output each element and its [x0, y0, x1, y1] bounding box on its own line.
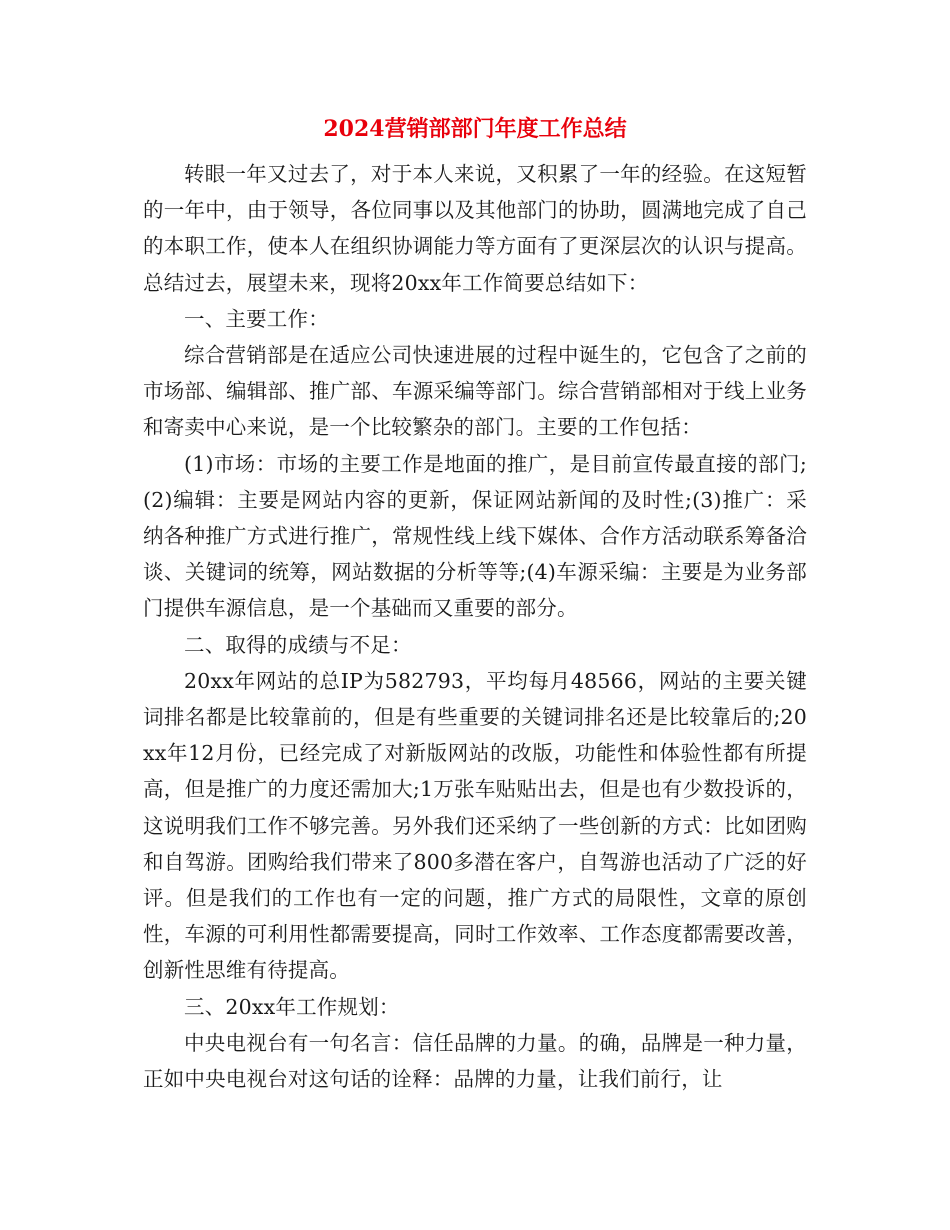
- paragraph-intro: 转眼一年又过去了，对于本人来说，又积累了一年的经验。在这短暂的一年中，由于领导，各位同事以及其他部门的协助，圆满地完成了自己的本职工作，使本人在组织协调能力等方面有了更深层次的认识与提高。总结过去，展望未来，现将20xx年工作简要总结如下：: [143, 162, 807, 295]
- document-title: 2024营销部部门年度工作总结: [323, 116, 627, 142]
- heading-plan: 三、20xx年工作规划：: [184, 994, 400, 1019]
- document-body: [143, 156, 807, 1097]
- paragraph-plan: 中央电视台有一句名言：信任品牌的力量。的确，品牌是一种力量，正如中央电视台对这句话的诠释：品牌的力量，让我们前行，让: [143, 1030, 807, 1092]
- paragraph-duties: (1)市场：市场的主要工作是地面的推广，是目前宣传最直接的部门;(2)编辑：主要是网站内容的更新，保证网站新闻的及时性;(3)推广：采纳各种推广方式进行推广，常规性线上线下媒体、合作方活动联系筹备洽谈、关键词的统筹，网站数据的分析等等;(4)车源采编：主要是为业务部门提供车源信息，是一个基础而又重要的部分。: [143, 451, 807, 621]
- paragraph-achievements: 20xx年网站的总IP为582793，平均每月48566，网站的主要关键词排名都是比较靠前的，但是有些重要的关键词排名还是比较靠后的;20xx年12月份，已经完成了对新版网站的改版，功能性和体验性都有所提高，但是推广的力度还需加大;1万张车贴贴出去，但是也有少数投诉的，这说明我们工作不够完善。另外我们还采纳了一些创新的方式：比如团购和自驾游。团购给我们带来了800多潜在客户，自驾游也活动了广泛的好评。但是我们的工作也有一定的问题，推广方式的局限性，文章的原创性，车源的可利用性都需要提高，同时工作效率、工作态度都需要改善，创新性思维有待提高。: [143, 668, 807, 983]
- paragraph-department: 综合营销部是在适应公司快速进展的过程中诞生的，它包含了之前的市场部、编辑部、推广部、车源采编等部门。综合营销部相对于线上业务和寄卖中心来说，是一个比较繁杂的部门。主要的工作包括：: [143, 343, 807, 440]
- heading-achievements: 二、取得的成绩与不足：: [184, 632, 412, 657]
- heading-main-work: 一、主要工作：: [184, 306, 329, 331]
